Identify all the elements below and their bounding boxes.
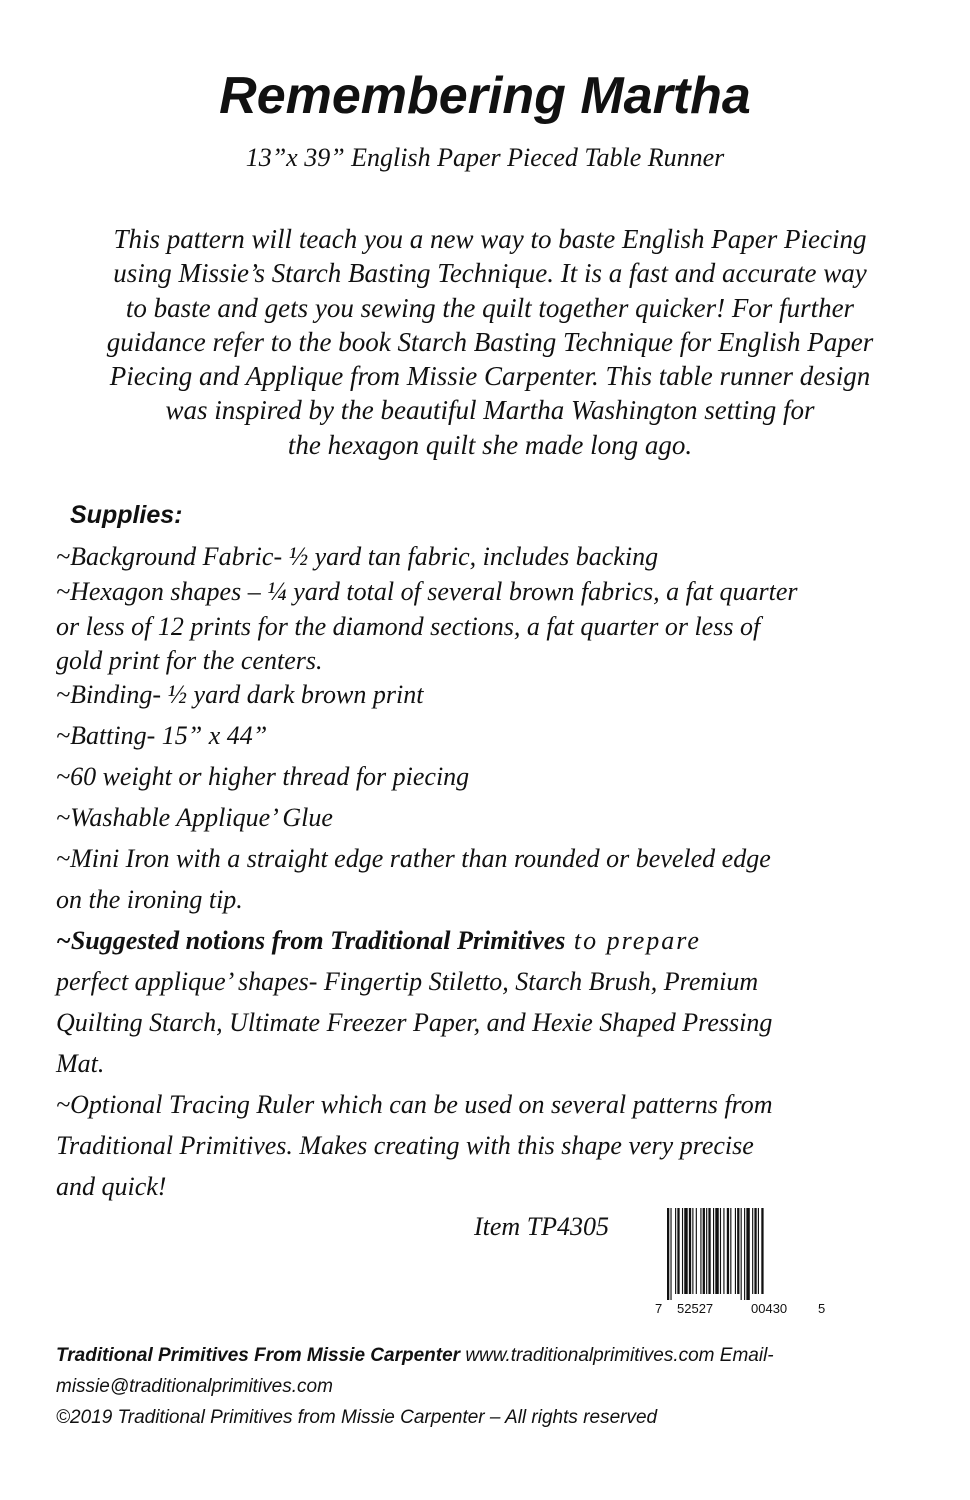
barcode-bar [696, 1208, 697, 1294]
barcode-bar [723, 1208, 724, 1294]
barcode-digit-last: 5 [818, 1301, 826, 1316]
footer-website: www.traditionalprimitives.com Email- [460, 1345, 774, 1366]
supply-line: ~Hexagon shapes – ¼ yard total of several brown fabrics, a fat quarter [56, 577, 798, 606]
supply-line: ~Optional Tracing Ruler which can be used on several patterns from [56, 1090, 773, 1119]
barcode-bar [758, 1208, 759, 1294]
supply-line: ~Background Fabric- ½ yard tan fabric, includes backing [56, 542, 659, 571]
barcode-bars [655, 1208, 830, 1300]
barcode-bar [741, 1208, 742, 1300]
barcode-bar [677, 1208, 679, 1294]
barcode-bar [708, 1208, 710, 1294]
intro-line: using Missie’s Starch Basting Technique. It is a fast and accurate way [113, 258, 867, 289]
page-title: Remembering Martha [219, 67, 751, 125]
supplies-heading: Supplies: [70, 501, 183, 529]
barcode-bar [720, 1208, 721, 1294]
item-number: Item TP4305 [474, 1212, 610, 1241]
notions-bold-text: ~Suggested notions from Traditional Primitives [56, 926, 566, 955]
barcode-bar [713, 1208, 714, 1294]
footer-brand: Traditional Primitives From Missie Carpenter [56, 1345, 461, 1366]
footer-copyright: ©2019 Traditional Primitives from Missie Carpenter – All rights reserved [56, 1407, 658, 1428]
supply-line: ~Washable Applique’ Glue [56, 803, 333, 832]
intro-line: to baste and gets you sewing the quilt together quicker! For further [125, 292, 855, 323]
supply-line: ~Batting- 15” x 44” [56, 721, 268, 750]
barcode-digit-first: 7 [655, 1301, 663, 1316]
barcode-bar [752, 1208, 753, 1294]
notions-line [56, 924, 701, 958]
supply-line: Quilting Starch, Ultimate Freezer Paper, and Hexie Shaped Pressing [56, 1008, 773, 1037]
supply-line: Mat. [56, 1049, 105, 1078]
supply-line: perfect applique’ shapes- Fingertip Stiletto, Starch Brush, Premium [56, 967, 759, 996]
footer-brand-line [56, 1340, 774, 1372]
barcode-bar [735, 1208, 736, 1294]
supply-line: gold print for the centers. [56, 646, 323, 675]
barcode-bar [761, 1208, 763, 1294]
intro-line: guidance refer to the book Starch Basting Technique for English Paper [106, 326, 874, 357]
barcode-bar [744, 1208, 745, 1300]
intro-line: was inspired by the beautiful Martha Washington setting for [165, 395, 815, 426]
footer-email: missie@traditionalprimitives.com [56, 1376, 333, 1397]
intro-paragraph [40, 222, 940, 462]
supply-line: ~Mini Iron with a straight edge rather than rounded or beveled edge [56, 844, 771, 873]
barcode-bar [706, 1208, 707, 1294]
supply-line: Traditional Primitives. Makes creating with this shape very precise [56, 1131, 754, 1160]
barcode-digits [655, 1300, 830, 1318]
supply-line: and quick! [56, 1172, 167, 1201]
barcode-bar [682, 1208, 683, 1294]
supply-line: or less of 12 prints for the diamond sections, a fat quarter or less of [56, 612, 761, 641]
barcode-bar [689, 1208, 691, 1294]
barcode-bar [675, 1208, 676, 1294]
notions-rest-text: to prepare [565, 926, 701, 955]
barcode-bar [754, 1208, 756, 1294]
supply-line: on the ironing tip. [56, 885, 243, 914]
barcode-group-right: 00430 [751, 1301, 788, 1316]
barcode-bar [670, 1208, 671, 1300]
barcode [655, 1208, 830, 1318]
barcode-bar [715, 1208, 718, 1294]
intro-line: the hexagon quilt she made long ago. [287, 429, 693, 460]
barcode-bar [692, 1208, 693, 1294]
barcode-bar [727, 1208, 729, 1294]
page-subtitle: 13”x 39” English Paper Pieced Table Runner [245, 143, 725, 172]
barcode-bar [737, 1208, 739, 1294]
barcode-bar [667, 1208, 669, 1300]
barcode-bar [730, 1208, 731, 1294]
supply-line: ~Binding- ½ yard dark brown print [56, 680, 424, 709]
barcode-bar [746, 1208, 749, 1300]
intro-line: This pattern will teach you a new way to baste English Paper Piecing [113, 224, 867, 254]
barcode-bar [703, 1208, 705, 1294]
barcode-bar [700, 1208, 701, 1294]
supply-line: ~60 weight or higher thread for piecing [56, 762, 470, 791]
barcode-bar [684, 1208, 687, 1294]
intro-line: Piecing and Applique from Missie Carpenter. This table runner design [109, 361, 871, 392]
barcode-group-left: 52527 [677, 1301, 714, 1316]
